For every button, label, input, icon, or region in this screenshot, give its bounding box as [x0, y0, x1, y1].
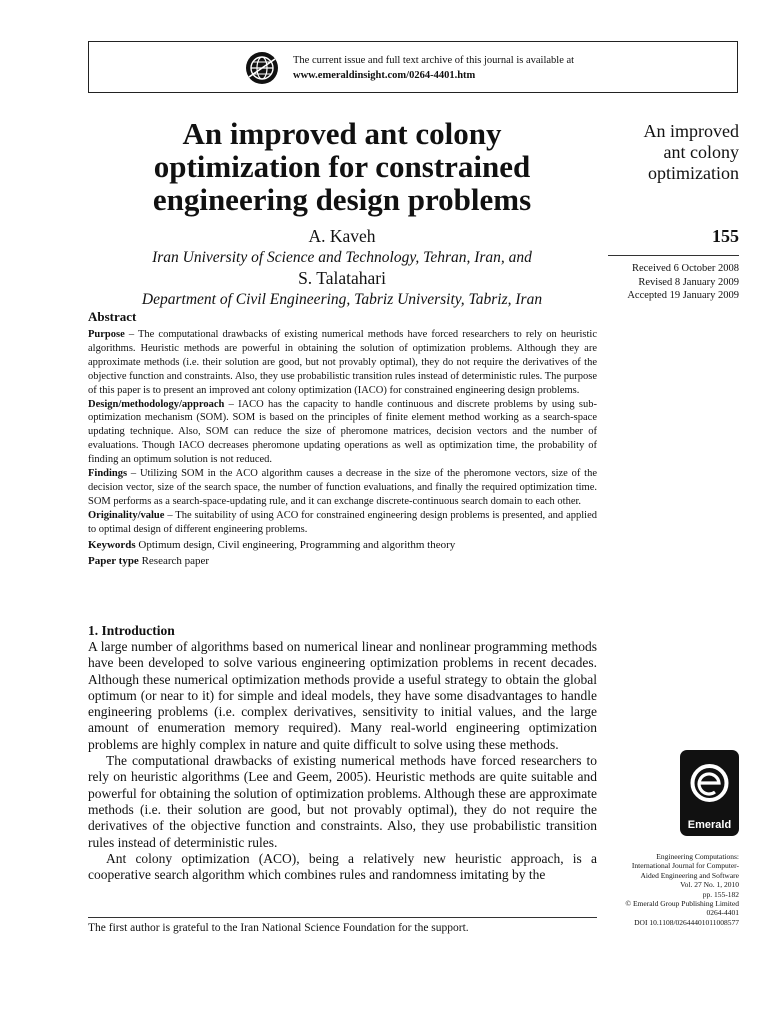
design-text: – IACO has the capacity to handle continuous and discrete problems by using sub-optimization mechanism (SOM). SOM is based on the principles of finite element method working as a search-space updating technique. Also, SOM can reduce the size of pheromone matrices, decision vectors and the number of evaluations. Though IACO decreases pheromone updating operations as well as optimization time, the probability of finding an optimum solution is not reduced.: [88, 398, 597, 466]
title-line: An improved ant colony: [182, 116, 502, 151]
journal-info-line: Aided Engineering and Software: [640, 870, 739, 880]
running-title-line: ant colony: [663, 142, 739, 162]
article-title: [100, 117, 584, 216]
originality-label: Originality/value: [88, 509, 165, 521]
body-paragraph: Ant colony optimization (ACO), being a relatively new heuristic approach, is a cooperative search algorithm which combines rules and randomness imitating by the: [88, 850, 597, 883]
keywords-text: Optimum design, Civil engineering, Programming and algorithm theory: [135, 538, 456, 551]
journal-archive-banner: [88, 41, 738, 93]
footnote: The first author is grateful to the Iran National Science Foundation for the support.: [88, 922, 469, 934]
introduction-section: [88, 622, 597, 883]
abstract-findings: [88, 467, 597, 509]
margin-divider: [608, 255, 739, 256]
banner-text: [293, 53, 574, 83]
journal-info-line: DOI 10.1108/02644401011008577: [634, 917, 739, 927]
running-title: [589, 121, 739, 184]
banner-url-link[interactable]: www.emeraldinsight.com/0264-4401.htm: [293, 70, 476, 81]
journal-info-line: pp. 155-182: [702, 889, 739, 899]
journal-info-line: 0264-4401: [706, 908, 739, 918]
emerald-logo: [680, 750, 739, 836]
author-affiliation: Iran University of Science and Technology, Tehran, Iran, and: [152, 249, 532, 266]
page-number: 155: [712, 226, 739, 246]
accepted-date: Accepted 19 January 2009: [627, 290, 739, 301]
journal-info-line: International Journal for Computer-: [631, 861, 739, 871]
body-paragraph: The computational drawbacks of existing numerical methods have forced researchers to rely on heuristic algorithms (Lee and Geem, 2005). Heuristic methods are quite suitable and powerful for obtaining the solution of optimization problems. Although these are approximate methods (i.e. their solution are good, but not provably optimal), they do not require the derivatives of the objective function and constraints. Also, they use probabilistic transition rules instead of deterministic rules.: [88, 753, 597, 850]
keywords-row: [88, 537, 597, 553]
author-name: A. Kaveh: [308, 226, 376, 246]
received-date: Received 6 October 2008: [631, 263, 739, 274]
journal-info-line: Vol. 27 No. 1, 2010: [680, 880, 739, 890]
abstract-heading: Abstract: [88, 309, 137, 324]
emerald-wordmark: Emerald: [687, 819, 732, 831]
journal-info-line: © Emerald Group Publishing Limited: [625, 899, 739, 909]
paper-type-text: Research paper: [138, 554, 210, 567]
title-line: optimization for constrained: [153, 149, 531, 184]
keywords-label: Keywords: [88, 538, 136, 551]
abstract-purpose: [88, 328, 597, 398]
banner-availability-text: The current issue and full text archive of this journal is available at: [293, 55, 575, 66]
author-name: S. Talatahari: [298, 268, 386, 288]
findings-label: Findings: [88, 468, 128, 480]
purpose-label: Purpose: [88, 329, 125, 340]
body-paragraph: A large number of algorithms based on numerical linear and nonlinear programming methods have been developed to solve various engineering optimization problems in recent decades. Although these numerical optimization methods provide a useful strategy to obtain the global optimum (or near to it) for simple and ideal models, they have some disadvantages to handle engineering problems (i.e. complex derivatives, sensitivity to initial values, and the large amount of enumeration memory required). Many real-world engineering optimization problems are highly complex in nature and quite difficult to solve using these methods.: [88, 639, 597, 752]
running-title-line: optimization: [648, 163, 739, 183]
findings-text: – Utilizing SOM in the ACO algorithm causes a decrease in the size of the pheromone vectors, size of the decision vector, size of the search space, the number of function evaluations, and finally the required optimization time. SOM performs as a search-space-updating rule, and it can exchange discrete-continuous search domain to each other.: [88, 468, 597, 507]
abstract-design: [88, 398, 597, 468]
revised-date: Revised 8 January 2009: [638, 276, 739, 288]
abstract-originality: [88, 509, 597, 537]
article-history-dates: [627, 262, 739, 303]
section-heading: 1. Introduction: [88, 623, 175, 638]
originality-text: – The suitability of using ACO for constrained engineering design problems is presented, and applied to optimal design of different engineering problems.: [88, 509, 597, 535]
footnote-divider: [88, 917, 597, 918]
author-affiliation: Department of Civil Engineering, Tabriz University, Tabriz, Iran: [141, 291, 543, 308]
running-title-line: An improved: [643, 121, 739, 141]
abstract-section: [88, 308, 597, 569]
paper-type-label: Paper type: [88, 554, 139, 567]
paper-type-row: [88, 553, 597, 569]
globe-icon: [245, 51, 279, 85]
journal-info-line: Engineering Computations:: [656, 852, 739, 861]
journal-citation-info: [589, 852, 739, 927]
design-label: Design/methodology/approach: [88, 398, 225, 410]
purpose-text: – The computational drawbacks of existing numerical methods have forced researchers to rely on heuristic algorithms. Heuristic methods are powerful in obtaining the solution of optimization problems. Although they are approximate methods (i.e. their solution are good, but not provably optimal), they do not require the derivatives of the objective function and constraints. Also, they use probabilistic transition rules instead of deterministic rules. The purpose of this paper is to present an improved ant colony optimization (IACO) for constrained engineering design problems.: [88, 329, 597, 396]
author-block: [88, 226, 596, 310]
title-line: engineering design problems: [152, 182, 532, 217]
